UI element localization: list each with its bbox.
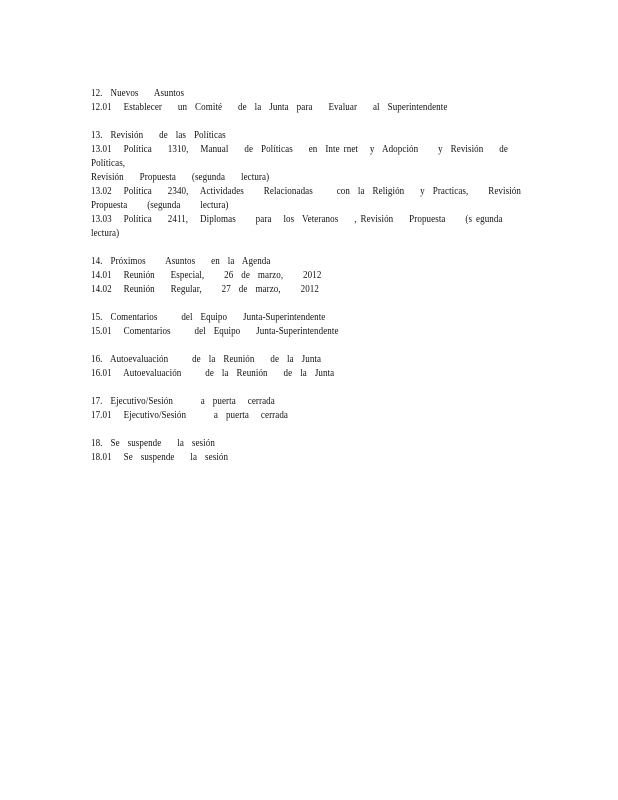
agenda-section-16 — [91, 352, 531, 380]
agenda-item: 12.01 Establecer un Comité de la Junta para Evaluar al Superintendente — [91, 101, 448, 113]
section-heading: 14. Próximos Asuntos en la Agenda — [91, 255, 271, 267]
agenda-item: 18.01 Se suspende la sesión — [91, 451, 229, 463]
agenda-item-continued: Revisión Propuesta (segunda lectura) — [91, 171, 270, 183]
agenda-content — [91, 86, 531, 478]
agenda-item: 13.01 Política 1310, Manual de Políticas en Inte rnet y Adopción y Revisión de Políticas, — [91, 143, 516, 169]
section-heading: 16. Autoevaluación de la Reunión de la Junta — [91, 353, 322, 365]
agenda-item: 14.02 Reunión Regular, 27 de marzo, 2012 — [91, 283, 319, 295]
agenda-item: 14.01 Reunión Especial, 26 de marzo, 2012 — [91, 269, 322, 281]
agenda-item: 15.01 Comentarios del Equipo Junta-Superintendente — [91, 325, 339, 337]
agenda-item: 16.01 Autoevaluación de la Reunión de la Junta — [91, 367, 335, 379]
agenda-section-18 — [91, 436, 531, 464]
section-heading: 13. Revisión de las Políticas — [91, 129, 226, 141]
agenda-item: 17.01 Ejecutivo/Sesión a puerta cerrada — [91, 409, 289, 421]
agenda-section-12 — [91, 86, 531, 114]
section-heading: 17. Ejecutivo/Sesión a puerta cerrada — [91, 395, 275, 407]
agenda-item-continued: Propuesta (segunda lectura) — [91, 199, 229, 211]
agenda-section-14 — [91, 254, 531, 296]
section-heading: 12. Nuevos Asuntos — [91, 87, 185, 99]
agenda-item: 13.02 Política 2340, Actividades Relacionadas con la Religión y Practicas, Revisión — [91, 185, 521, 197]
agenda-section-13 — [91, 128, 531, 240]
agenda-section-17 — [91, 394, 531, 422]
agenda-section-15 — [91, 310, 531, 338]
section-heading: 15. Comentarios del Equipo Junta-Superintendente — [91, 311, 326, 323]
agenda-item: 13.03 Política 2411, Diplomas para los Veteranos , Revisión Propuesta (s egunda lectura) — [91, 213, 519, 239]
section-heading: 18. Se suspende la sesión — [91, 437, 215, 449]
